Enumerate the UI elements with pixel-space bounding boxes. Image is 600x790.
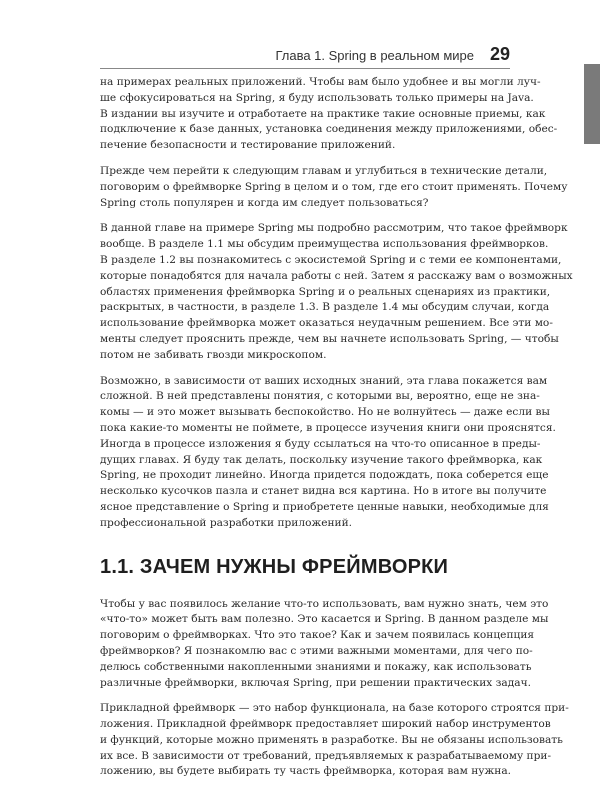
- page-number: 29: [489, 44, 510, 64]
- paragraph: [100, 701, 569, 780]
- text-line: подключение к базе данных, установка соединения между приложениями, обес-: [100, 123, 558, 136]
- paragraph: [100, 374, 556, 532]
- text-line: В издании вы изучите и отработаете на практике такие основные приемы, как: [100, 107, 546, 120]
- paragraph: [100, 164, 568, 211]
- text-line: «что-то» может быть вам полезно. Это касается и Spring. В данном разделе мы: [100, 613, 549, 626]
- text-line: профессиональной разработки приложений.: [100, 516, 353, 529]
- paragraph: [100, 221, 573, 363]
- paragraph: [100, 75, 558, 154]
- text-line: фреймворков? Я познакомлю вас с этими важными моментами, для чего по-: [100, 644, 533, 657]
- text-line: пока какие-то моменты не поймете, в процессе изучения книги они прояснятся.: [100, 421, 556, 434]
- text-line: делюсь собственными накопленными знаниями и покажу, как использовать: [100, 660, 532, 673]
- text-line: дущих главах. Я буду так делать, поскольку изучение такого фреймворка, как: [100, 453, 543, 466]
- text-line: печение безопасности и тестирование приложений.: [100, 139, 396, 152]
- paragraph: [100, 597, 549, 692]
- text-line: поговорим о фреймворке Spring в целом и о том, где его стоит применять. Почему: [100, 180, 568, 193]
- text-line: сложной. В ней представлены понятия, с которыми вы, вероятно, еще не зна-: [100, 390, 540, 403]
- text-line: ясное представление о Spring и приобретете ценные навыки, необходимые для: [100, 500, 549, 513]
- text-line: Чтобы у вас появилось желание что-то использовать, вам нужно знать, чем это: [100, 597, 549, 610]
- text-line: вообще. В разделе 1.1 мы обсудим преимущества использования фреймворков.: [100, 238, 549, 251]
- text-line: областях применения фреймворка Spring и о реальных сценариях из практики,: [100, 285, 551, 298]
- body-text: [100, 75, 573, 790]
- text-line: которые понадобятся для начала работы с ней. Затем я расскажу вам о возможных: [100, 269, 573, 282]
- running-header: [100, 44, 510, 66]
- chapter-thumb-tab: [584, 64, 600, 144]
- section-heading: 1.1. ЗАЧЕМ НУЖНЫ ФРЕЙМВОРКИ: [100, 555, 449, 578]
- text-line: Иногда в процессе изложения я буду ссылаться на что-то описанное в преды-: [100, 437, 541, 450]
- text-line: их все. В зависимости от требований, предъявляемых к разрабатываемому при-: [100, 749, 552, 762]
- text-line: ше сфокусироваться на Spring, я буду использовать только примеры на Java.: [100, 91, 534, 104]
- text-line: ложения. Прикладной фреймворк предоставляет широкий набор инструментов: [100, 718, 551, 731]
- text-line: В данной главе на примере Spring мы подробно рассмотрим, что такое фреймворк: [100, 222, 568, 235]
- text-line: менты следует прояснить прежде, чем вы начнете использовать Spring, — чтобы: [100, 332, 559, 345]
- text-line: Spring столь популярен и когда им следует пользоваться?: [100, 196, 429, 209]
- text-line: Возможно, в зависимости от ваших исходных знаний, эта глава покажется вам: [100, 374, 548, 387]
- text-line: на примерах реальных приложений. Чтобы вам было удобнее и вы могли луч-: [100, 76, 541, 88]
- text-line: комы — и это может вызывать беспокойство. Но не волнуйтесь — даже если вы: [100, 406, 550, 419]
- text-line: Прежде чем перейти к следующим главам и углубиться в технические детали,: [100, 164, 548, 177]
- text-line: Прикладной фреймворк — это набор функционала, на базе которого строятся при-: [100, 702, 569, 715]
- paragraphs-after-section: [100, 597, 569, 781]
- header-divider: [100, 68, 510, 69]
- text-line: В разделе 1.2 вы познакомитесь с экосистемой Spring и с теми ее компонентами,: [100, 253, 562, 266]
- text-line: раскрытых, в частности, в разделе 1.3. В разделе 1.4 мы обсудим случаи, когда: [100, 301, 550, 314]
- chapter-title: Глава 1. Spring в реальном мире: [275, 48, 474, 63]
- text-line: ложению, вы будете выбирать ту часть фреймворка, которая вам нужна.: [100, 765, 511, 778]
- text-line: и функций, которые можно применять в разработке. Вы не обязаны использовать: [100, 733, 563, 746]
- text-line: использование фреймворка может оказаться неудачным решением. Все эти мо-: [100, 317, 553, 330]
- text-line: потом не забивать гвозди микроскопом.: [100, 348, 327, 361]
- text-line: поговорим о фреймворках. Что это такое? Как и зачем появилась концепция: [100, 629, 535, 642]
- text-line: несколько кусочков пазла и станет видна вся картина. Но в итоге вы получите: [100, 485, 547, 498]
- text-line: Spring, не проходит линейно. Иногда придется подождать, пока соберется еще: [100, 469, 549, 482]
- paragraphs-before-section: [100, 75, 573, 532]
- text-line: различные фреймворки, включая Spring, при решении практических задач.: [100, 676, 531, 689]
